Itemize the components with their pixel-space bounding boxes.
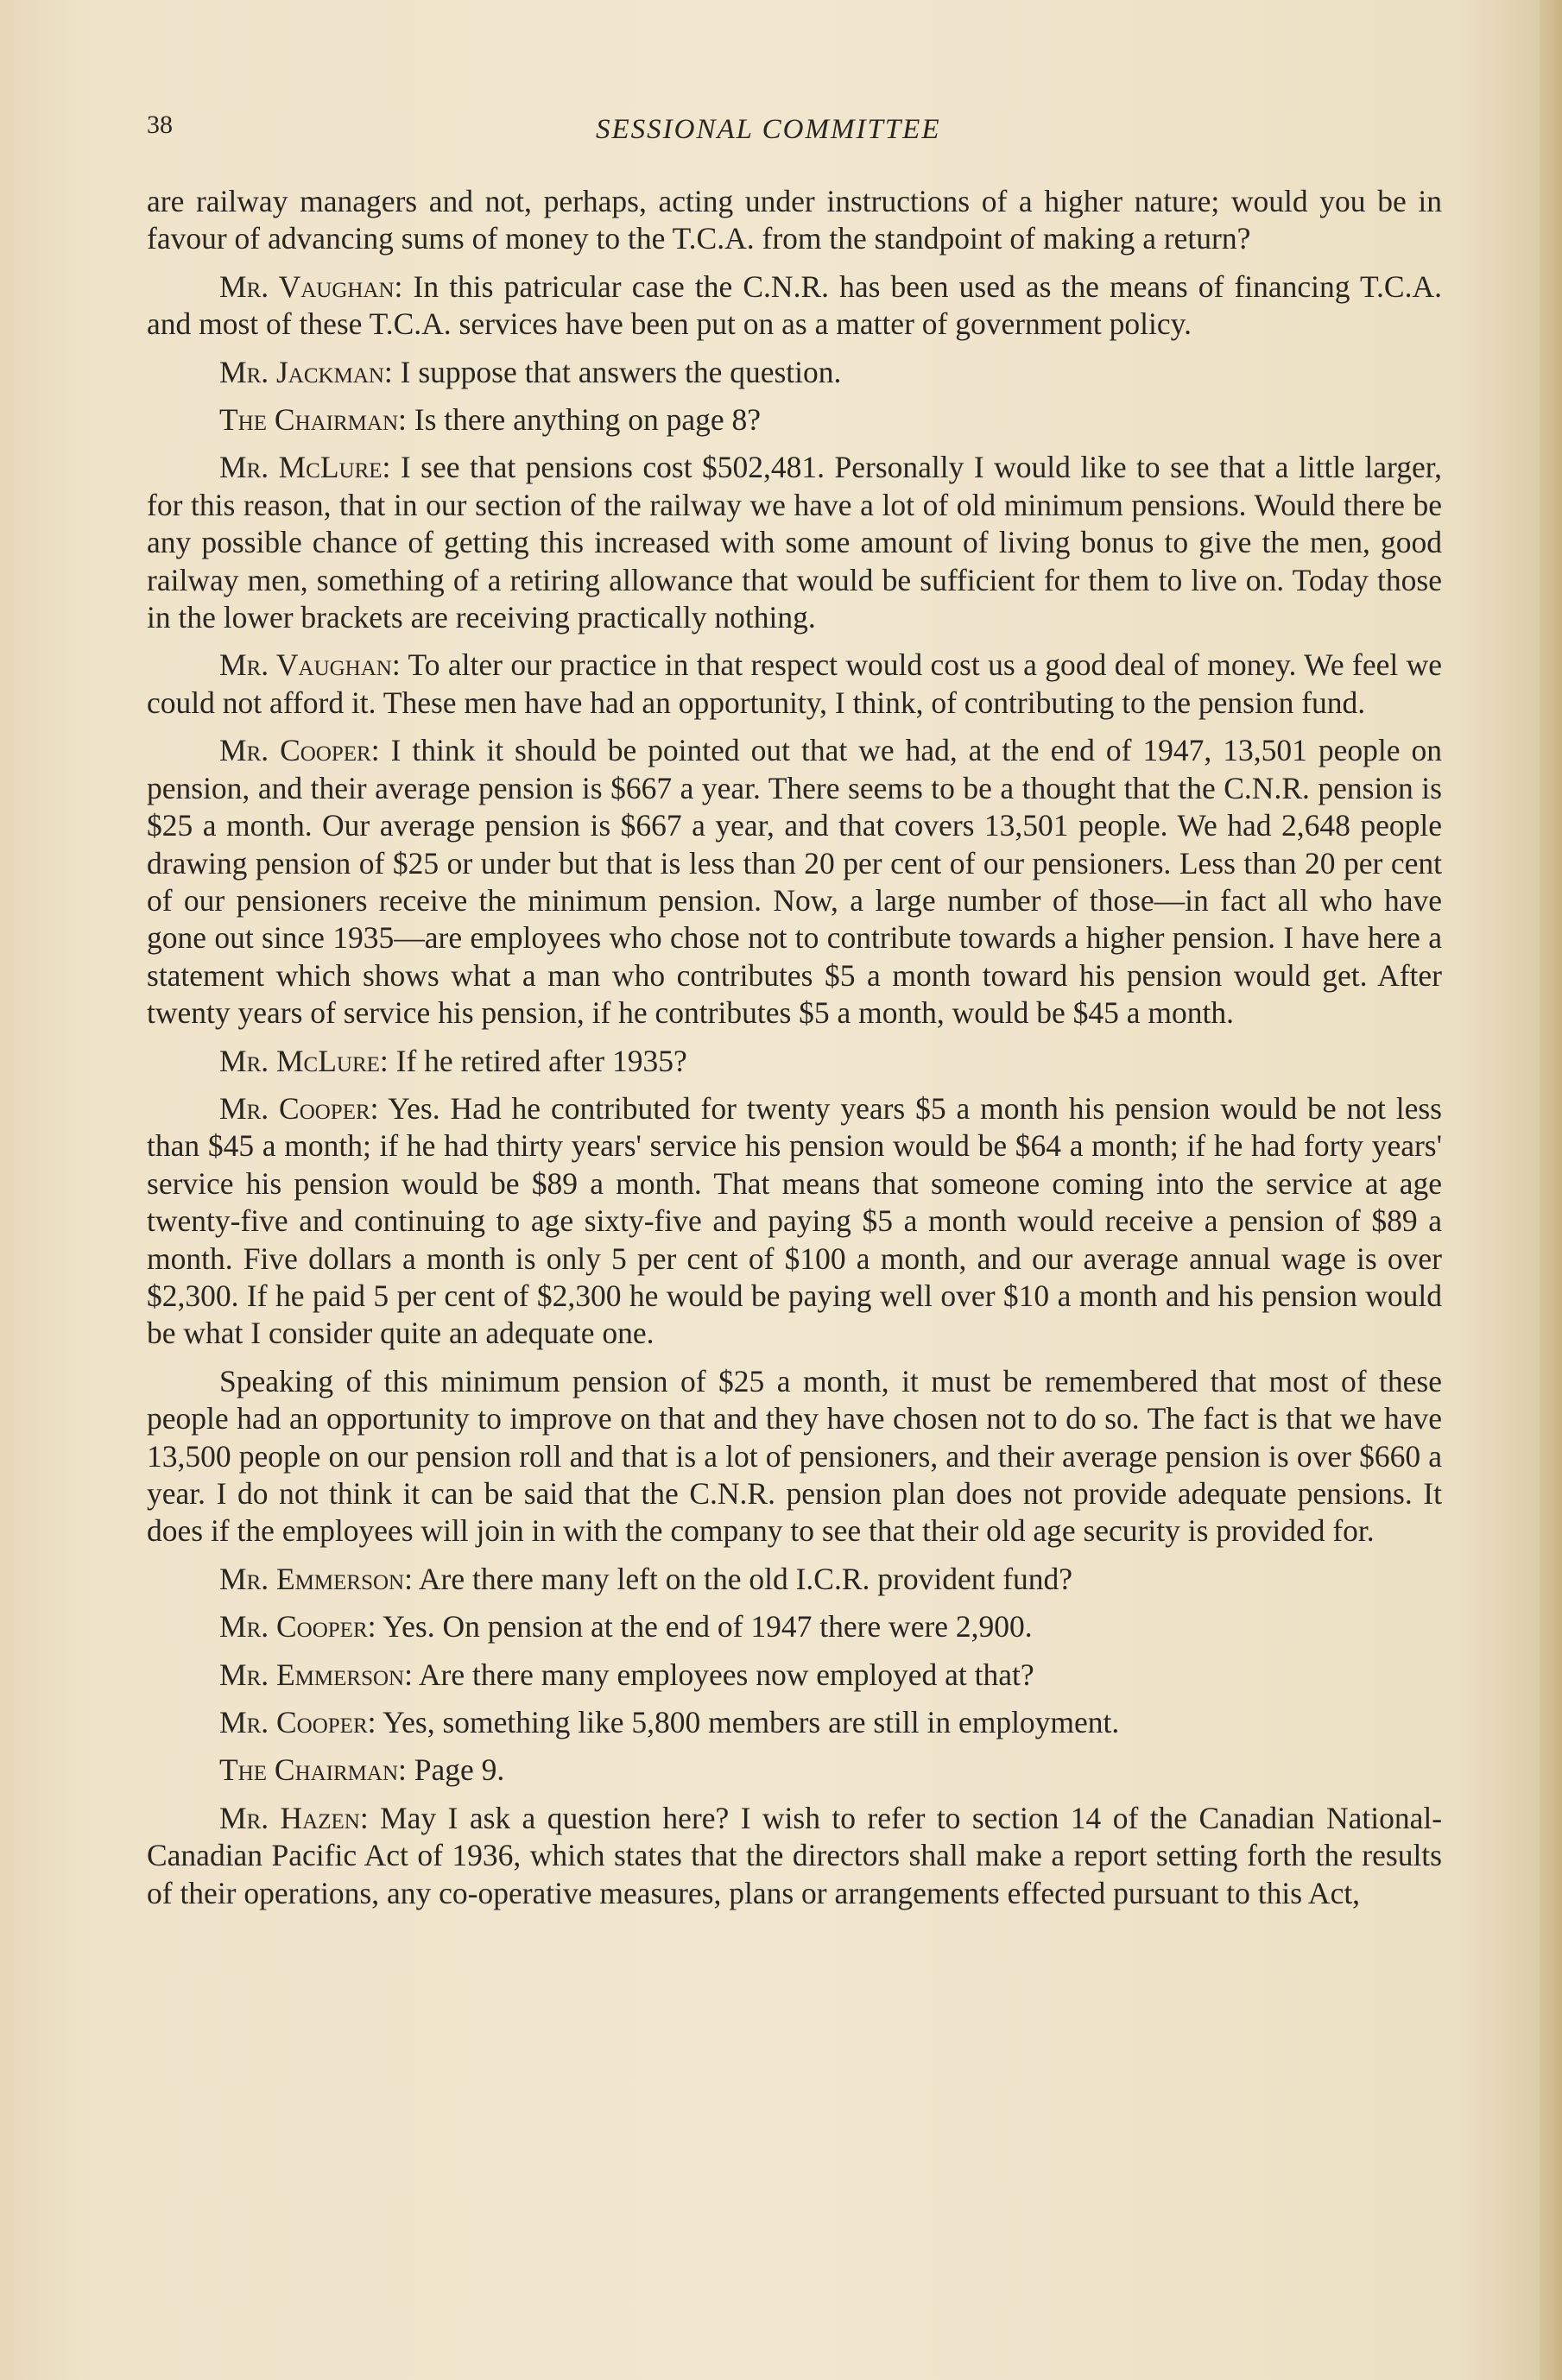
speaker: Mr. McLure:	[219, 450, 391, 485]
page-header	[147, 110, 1442, 154]
speaker: Mr. Emmerson:	[219, 1561, 413, 1596]
body-text	[147, 183, 1442, 1922]
paragraph-text: If he retired after 1935?	[395, 1043, 687, 1078]
speaker: The Chairman:	[219, 1752, 407, 1788]
running-head: SESSIONAL COMMITTEE	[596, 114, 941, 145]
paragraph	[147, 647, 1442, 722]
paragraph	[147, 268, 1442, 344]
paragraph	[147, 1090, 1442, 1353]
paragraph-text: Yes, something like 5,800 members are still in employment.	[383, 1705, 1120, 1740]
paragraph	[147, 1657, 1442, 1694]
paragraph-text: May I ask a question here? I wish to refer to section 14 of the Canadian National-Canadian Pacific Act of 1936, which states that the directors shall make a report setting forth the results of their operations, any co-operative measures, plans or arrangements effected pursuant to this Act,	[147, 1800, 1443, 1910]
speaker: The Chairman:	[219, 402, 407, 438]
paragraph	[147, 401, 1442, 439]
paragraph	[147, 1363, 1442, 1550]
speaker: Mr. Cooper:	[219, 733, 380, 768]
paragraph	[147, 1561, 1442, 1598]
paragraph-text: I think it should be pointed out that we had, at the end of 1947, 13,501 people on pension, and their average pension is $667 a year. There seems to be a thought that the C.N.R. pension is $25 a month. Our average pension is $667 a year, and that covers 13,501 people. We had 2,648 people drawing pension of $25 or under but that is less than 20 per cent of our pensioners. Less than 20 per cent of our pensioners receive the minimum pension. Now, a large number of those—in fact all who have gone out since 1935—are employees who chose not to contribute towards a higher pension. I have here a statement which shows what a man who contributes $5 a month toward his pension would get. After twenty years of service his pension, if he contributes $5 a month, would be $45 a month.	[147, 733, 1442, 1031]
paragraph	[147, 1043, 1442, 1080]
paragraph-text: Are there many employees now employed at that?	[418, 1657, 1034, 1692]
paragraph	[147, 732, 1442, 1032]
speaker: Mr. Cooper:	[219, 1090, 379, 1126]
speaker: Mr. Vaughan:	[219, 268, 403, 304]
paragraph-text: I suppose that answers the question.	[400, 354, 842, 389]
paragraph	[147, 449, 1442, 636]
speaker: Mr. Hazen:	[219, 1800, 369, 1835]
speaker: Mr. Emmerson:	[219, 1657, 413, 1692]
paragraph-text: Is there anything on page 8?	[414, 402, 761, 438]
speaker: Mr. Cooper:	[219, 1705, 376, 1740]
paragraph	[147, 1800, 1442, 1912]
paragraph-text: To alter our practice in that respect would cost us a good deal of money. We feel we could not afford it. These men have had an opportunity, I think, of contributing to the pension fund.	[147, 647, 1443, 720]
paragraph	[147, 1752, 1442, 1789]
paragraph	[147, 183, 1442, 258]
paragraph-text: Yes. On pension at the end of 1947 there were 2,900.	[383, 1609, 1033, 1645]
speaker: Mr. McLure:	[219, 1043, 389, 1078]
page-number: 38	[147, 110, 173, 139]
paragraph-text: Yes. Had he contributed for twenty years $5 a month his pension would be not less than $45 a month; if he had thirty years' service his pension would be $64 a month; if he had forty years' service his pension would be $89 a month. That means that someone coming into the service at age twenty-five and continuing to age sixty-five and paying $5 a month would receive a pension of $89 a month. Five dollars a month is only 5 per cent of $100 a month, and our average annual wage is over $2,300. If he paid 5 per cent of $2,300 he would be paying well over $10 a month and his pension would be what I consider quite an adequate one.	[147, 1090, 1442, 1351]
page-edge	[1540, 0, 1562, 2380]
paragraph	[147, 354, 1442, 391]
paragraph-text: Speaking of this minimum pension of $25 a month, it must be remembered that most of these people had an opportunity to improve on that and they have chosen not to do so. The fact is that we have 13,500 people on our pension roll and that is a lot of pensioners, and their average pension is over $660 a year. I do not think it can be said that the C.N.R. pension plan does not provide adequate pensions. It does if the employees will join in with the company to see that their old age security is provided for.	[147, 1363, 1442, 1549]
paragraph-text: In this patricular case the C.N.R. has been used as the means of financing T.C.A. and most of these T.C.A. services have been put on as a matter of government policy.	[147, 268, 1442, 342]
speaker: Mr. Cooper:	[219, 1609, 376, 1645]
speaker: Mr. Vaughan:	[219, 647, 401, 683]
paragraph-text: Are there many left on the old I.C.R. provident fund?	[418, 1561, 1073, 1596]
paragraph-text: Page 9.	[414, 1752, 505, 1788]
paragraph-text: are railway managers and not, perhaps, acting under instructions of a higher nature; would you be in favour of advancing sums of money to the T.C.A. from the standpoint of making a return?	[147, 184, 1442, 256]
speaker: Mr. Jackman:	[219, 354, 393, 389]
paragraph-text: I see that pensions cost $502,481. Personally I would like to see that a little larger, for this reason, that in our section of the railway we have a lot of old minimum pensions. Would there be any possible chance of getting this increased with some amount of living bonus to give the men, good railway men, something of a retiring allowance that would be sufficient for them to live on. Today those in the lower brackets are receiving practically nothing.	[147, 450, 1443, 635]
paragraph	[147, 1704, 1442, 1741]
paragraph	[147, 1608, 1442, 1645]
